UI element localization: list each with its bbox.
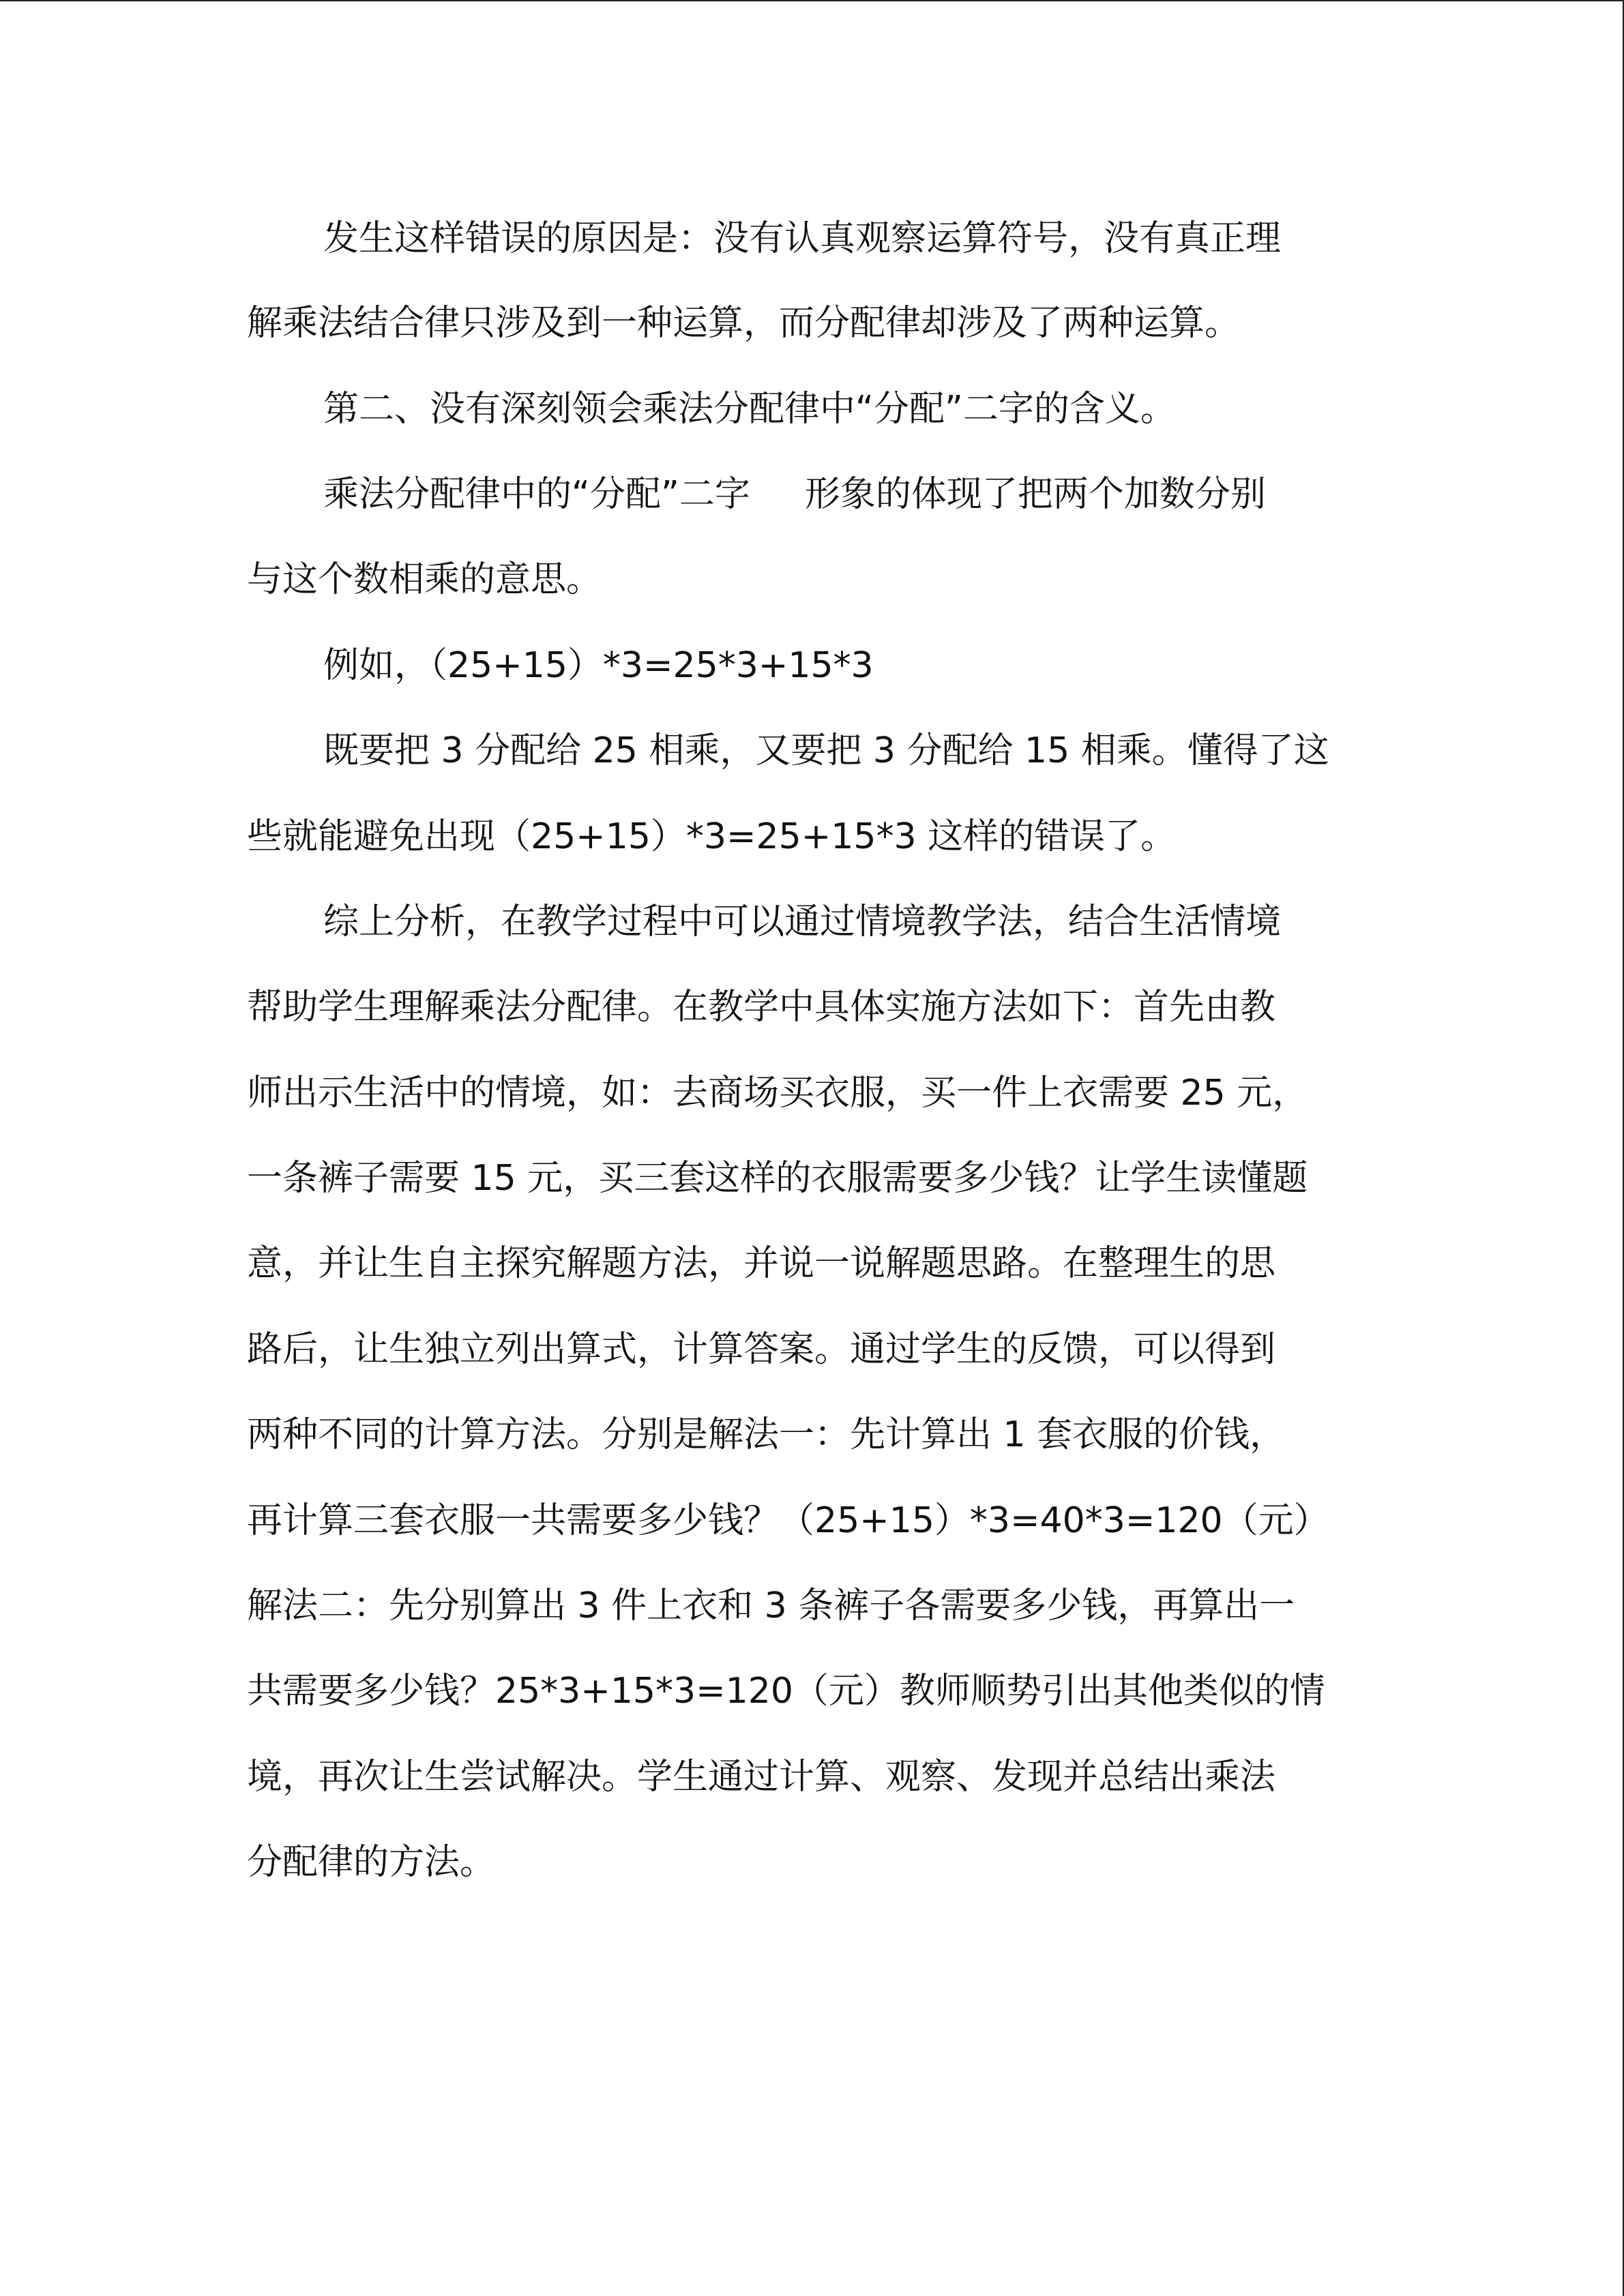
paragraph-line: 解乘法结合律只涉及到一种运算，而分配律却涉及了两种运算。 (247, 303, 1241, 344)
paragraph-line (323, 470, 1266, 519)
paragraph-line: 既要把 3 分配给 25 相乘，又要把 3 分配给 15 相乘。懂得了这 (323, 730, 1329, 771)
paragraph-line: 例如，（25+15）*3=25*3+15*3 (323, 645, 874, 686)
paragraph-line: 些就能避免出现（25+15）*3=25+15*3 这样的错误了。 (247, 816, 1177, 857)
paragraph-line: 路后，让生独立列出算式，计算答案。通过学生的反馈，可以得到 (247, 1329, 1276, 1370)
paragraph-line: 第二、没有深刻领会乘法分配律中“分配”二字的含义。 (323, 389, 1176, 430)
paragraph-line: 师出示生活中的情境，如：去商场买衣服，买一件上衣需要 25 元， (247, 1073, 1308, 1114)
paragraph-line: 再计算三套衣服一共需要多少钱？（25+15）*3=40*3=120（元） (247, 1500, 1329, 1541)
paragraph-line: 境，再次让生尝试解决。学生通过计算、观察、发现并总结出乘法 (247, 1757, 1276, 1798)
paragraph-line: 解法二：先分别算出 3 件上衣和 3 条裤子各需要多少钱，再算出一 (247, 1585, 1295, 1626)
paragraph-line: 共需要多少钱？25*3+15*3=120（元）教师顺势引出其他类似的情 (247, 1671, 1325, 1712)
line-segment: 乘法分配律中的“分配”二字 (323, 474, 750, 515)
paragraph-line: 两种不同的计算方法。分别是解法一：先计算出 1 套衣服的价钱， (247, 1414, 1286, 1455)
paragraph-line: 一条裤子需要 15 元，买三套这样的衣服需要多少钱？让学生读懂题 (247, 1158, 1308, 1199)
paragraph-line: 帮助学生理解乘法分配律。在教学中具体实施方法如下：首先由教 (247, 987, 1276, 1028)
paragraph-line: 意，并让生自主探究解题方法，并说一说解题思路。在整理生的思 (247, 1243, 1276, 1284)
paragraph-line: 综上分析，在教学过程中可以通过情境教学法，结合生活情境 (323, 901, 1282, 942)
paragraph-line: 分配律的方法。 (247, 1842, 496, 1883)
paragraph-line: 发生这样错误的原因是：没有认真观察运算符号，没有真正理 (323, 218, 1282, 259)
line-segment: 形象的体现了把两个加数分别 (804, 474, 1266, 515)
paragraph-line: 与这个数相乘的意思。 (247, 559, 602, 600)
